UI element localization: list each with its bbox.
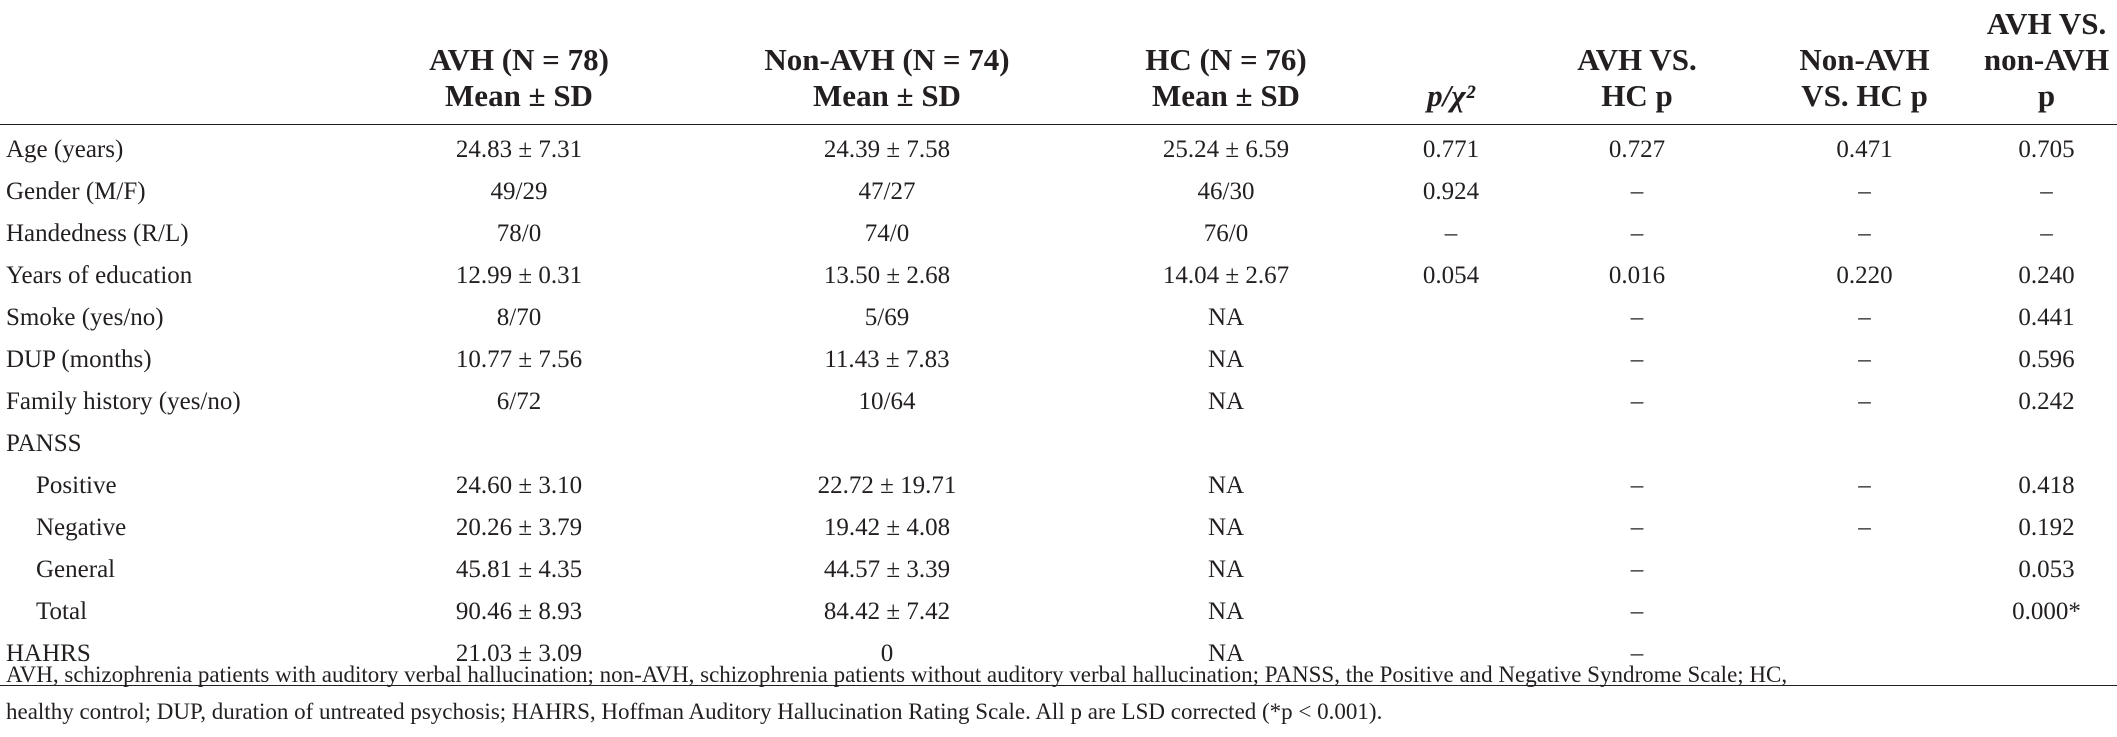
cell-nonavh: 11.43 ± 7.83 — [824, 346, 950, 373]
table-row — [0, 213, 2117, 255]
header-p-chi2-line2: p/χ² — [1427, 78, 1475, 113]
cell-hc: NA — [1207, 346, 1245, 373]
row-label: Gender (M/F) — [6, 178, 146, 205]
cell-nonavh: 19.42 ± 4.08 — [823, 514, 951, 541]
table-row — [0, 125, 2117, 172]
cell-avh-nonavh-p: 0.418 — [2018, 472, 2075, 499]
row-label: Handedness (R/L) — [6, 220, 189, 247]
cell-hc: NA — [1207, 556, 1245, 583]
cell-nonavh: 5/69 — [864, 304, 910, 331]
cell-hc: 25.24 ± 6.59 — [1162, 136, 1290, 163]
header-nonavh-line1: Non-AVH (N = 74) — [764, 42, 1010, 77]
cell-nonavh-hc-p: 0.220 — [1836, 262, 1893, 289]
cell-avh: 78/0 — [496, 220, 542, 247]
cell-avh-hc-p: 0.016 — [1608, 262, 1666, 289]
cell-avh: 6/72 — [496, 388, 542, 415]
cell-avh-nonavh-p: 0.053 — [2018, 556, 2075, 583]
header-empty — [0, 0, 335, 125]
cell-avh-hc-p: – — [1630, 556, 1644, 583]
header-nonavh-hc-p-line2: VS. HC p — [1801, 78, 1928, 113]
cell-p-chi2: 0.054 — [1422, 262, 1480, 289]
table-footnote — [6, 656, 2106, 730]
cell-p-chi2 — [1381, 381, 1521, 423]
cell-p-chi2 — [1381, 423, 1521, 465]
cell-avh-nonavh-p: 0.441 — [2018, 304, 2075, 331]
cell-nonavh — [703, 423, 1071, 465]
header-hc — [1071, 0, 1381, 125]
header-hc-line2: Mean ± SD — [1152, 78, 1300, 113]
cell-nonavh-hc-p: – — [1858, 388, 1871, 415]
header-nonavh — [703, 0, 1071, 125]
row-label: DUP (months) — [6, 346, 152, 373]
cell-nonavh: 74/0 — [864, 220, 910, 247]
cell-hc: NA — [1207, 514, 1245, 541]
cell-avh-hc-p: – — [1521, 633, 1753, 686]
row-label: General — [36, 556, 116, 583]
cell-avh-hc-p: – — [1630, 304, 1644, 331]
cell-avh: 20.26 ± 3.79 — [455, 514, 583, 541]
row-label: Years of education — [6, 262, 193, 289]
row-label: Family history (yes/no) — [6, 388, 241, 415]
cell-hc: 76/0 — [1203, 220, 1249, 247]
cell-hc: NA — [1207, 598, 1245, 625]
header-nonavh-line2: Mean ± SD — [813, 78, 961, 113]
cell-hc: NA — [1207, 304, 1245, 331]
table-row — [0, 465, 2117, 507]
cell-nonavh: 47/27 — [858, 178, 916, 205]
cell-avh-hc-p: 0.727 — [1608, 136, 1666, 163]
cell-nonavh-hc-p: – — [1858, 304, 1871, 331]
cell-avh-nonavh-p: 0.192 — [2018, 514, 2075, 541]
row-label: HAHRS — [0, 633, 335, 686]
cell-p-chi2: 0.924 — [1422, 178, 1480, 205]
table-row — [0, 549, 2117, 591]
cell-nonavh-hc-p — [1753, 591, 1976, 633]
cell-p-chi2 — [1381, 549, 1521, 591]
cell-avh-nonavh-p: 0.705 — [2018, 136, 2075, 163]
header-nonavh-hc-p — [1753, 0, 1976, 125]
header-avh-nonavh-p-line1: AVH VS. — [1986, 6, 2107, 41]
cell-avh: 24.83 ± 7.31 — [455, 136, 583, 163]
cell-avh-nonavh-p: 0.000* — [2012, 598, 2081, 625]
cell-p-chi2 — [1381, 507, 1521, 549]
cell-nonavh: 44.57 ± 3.39 — [823, 556, 951, 583]
cell-hc: 46/30 — [1197, 178, 1255, 205]
table-row — [0, 507, 2117, 549]
cell-nonavh-hc-p — [1753, 549, 1976, 591]
cell-nonavh: 84.42 ± 7.42 — [823, 598, 951, 625]
cell-avh-nonavh-p: 0.242 — [2018, 388, 2075, 415]
header-row — [0, 0, 2117, 125]
cell-hc: NA — [1071, 633, 1381, 686]
cell-nonavh: 22.72 ± 19.71 — [817, 472, 957, 499]
cell-avh-nonavh-p — [1976, 423, 2117, 465]
cell-avh-nonavh-p: 0.596 — [2018, 346, 2075, 373]
cell-avh: 24.60 ± 3.10 — [455, 472, 583, 499]
cell-p-chi2 — [1381, 465, 1521, 507]
table-row — [0, 423, 2117, 465]
cell-p-chi2 — [1381, 297, 1521, 339]
table-row — [0, 255, 2117, 297]
cell-hc: NA — [1207, 388, 1245, 415]
row-label: PANSS — [6, 430, 82, 457]
cell-p-chi2 — [1381, 339, 1521, 381]
cell-avh: 12.99 ± 0.31 — [455, 262, 583, 289]
row-label: Age (years) — [6, 136, 124, 163]
table-row — [0, 339, 2117, 381]
row-label: Smoke (yes/no) — [6, 304, 164, 331]
cell-avh: 90.46 ± 8.93 — [455, 598, 583, 625]
header-avh-nonavh-p — [1976, 0, 2117, 125]
table-row — [0, 297, 2117, 339]
cell-avh-hc-p: – — [1630, 472, 1644, 499]
cell-p-chi2 — [1381, 591, 1521, 633]
cell-avh-hc-p: – — [1630, 346, 1644, 373]
header-p-chi2 — [1381, 0, 1521, 125]
row-label: Negative — [36, 514, 127, 541]
cell-p-chi2: – — [1444, 220, 1458, 247]
cell-avh-nonavh-p: 0.240 — [2018, 262, 2075, 289]
cell-hc: NA — [1207, 472, 1245, 499]
cell-avh: 8/70 — [496, 304, 542, 331]
header-avh-nonavh-p-line2: non-AVH p — [1983, 42, 2110, 113]
header-nonavh-hc-p-line1: Non-AVH — [1799, 42, 1930, 77]
cell-avh-hc-p: – — [1630, 598, 1644, 625]
cell-avh: 45.81 ± 4.35 — [455, 556, 583, 583]
footnote-line-1: AVH, schizophrenia patients with auditory verbal hallucination; non-AVH, schizophrenia patients without auditory verbal hallucination; PANSS, the Positive and Negative Syndrome Scale; HC, — [6, 662, 1788, 687]
header-avh-line1: AVH (N = 78) — [429, 42, 609, 77]
cell-nonavh-hc-p: 0.471 — [1836, 136, 1893, 163]
footnote-line-2: healthy control; DUP, duration of untreated psychosis; HAHRS, Hoffman Auditory Hallucination Rating Scale. All p are LSD corrected (*p < 0.001). — [6, 699, 1383, 724]
header-avh-hc-p-line1: AVH VS. — [1577, 42, 1697, 77]
header-hc-line1: HC (N = 76) — [1145, 42, 1307, 77]
table-row — [0, 381, 2117, 423]
cell-nonavh-hc-p: – — [1858, 220, 1871, 247]
header-avh-line2: Mean ± SD — [445, 78, 593, 113]
cell-nonavh-hc-p: – — [1858, 178, 1871, 205]
header-avh-hc-p-line2: HC p — [1601, 78, 1673, 113]
cell-avh — [335, 423, 703, 465]
cell-avh-hc-p: – — [1630, 388, 1644, 415]
cell-avh: 21.03 ± 3.09 — [335, 633, 703, 686]
cell-nonavh: 24.39 ± 7.58 — [823, 136, 951, 163]
cell-avh-hc-p: – — [1630, 178, 1644, 205]
cell-avh: 49/29 — [490, 178, 548, 205]
table-row — [0, 171, 2117, 213]
table-row — [0, 591, 2117, 633]
row-label: Total — [36, 598, 88, 625]
cell-nonavh: 10/64 — [858, 388, 916, 415]
cell-avh-hc-p — [1521, 423, 1753, 465]
cell-nonavh: 0 — [703, 633, 1071, 686]
cell-nonavh-hc-p: – — [1858, 346, 1871, 373]
header-avh — [335, 0, 703, 125]
cell-nonavh: 13.50 ± 2.68 — [823, 262, 951, 289]
cell-avh-nonavh-p: – — [2040, 178, 2053, 205]
table-body — [0, 125, 2117, 686]
cell-avh-nonavh-p: – — [2040, 220, 2053, 247]
cell-avh: 10.77 ± 7.56 — [455, 346, 583, 373]
cell-hc: 14.04 ± 2.67 — [1162, 262, 1290, 289]
cell-nonavh-hc-p: – — [1858, 514, 1871, 541]
cell-nonavh-hc-p — [1753, 423, 1976, 465]
cell-p-chi2: 0.771 — [1422, 136, 1480, 163]
cell-hc — [1071, 423, 1381, 465]
header-avh-hc-p — [1521, 0, 1753, 125]
row-label: Positive — [36, 472, 117, 499]
cell-avh-hc-p: – — [1630, 220, 1644, 247]
cell-avh-hc-p: – — [1630, 514, 1644, 541]
cell-nonavh-hc-p: – — [1858, 472, 1871, 499]
